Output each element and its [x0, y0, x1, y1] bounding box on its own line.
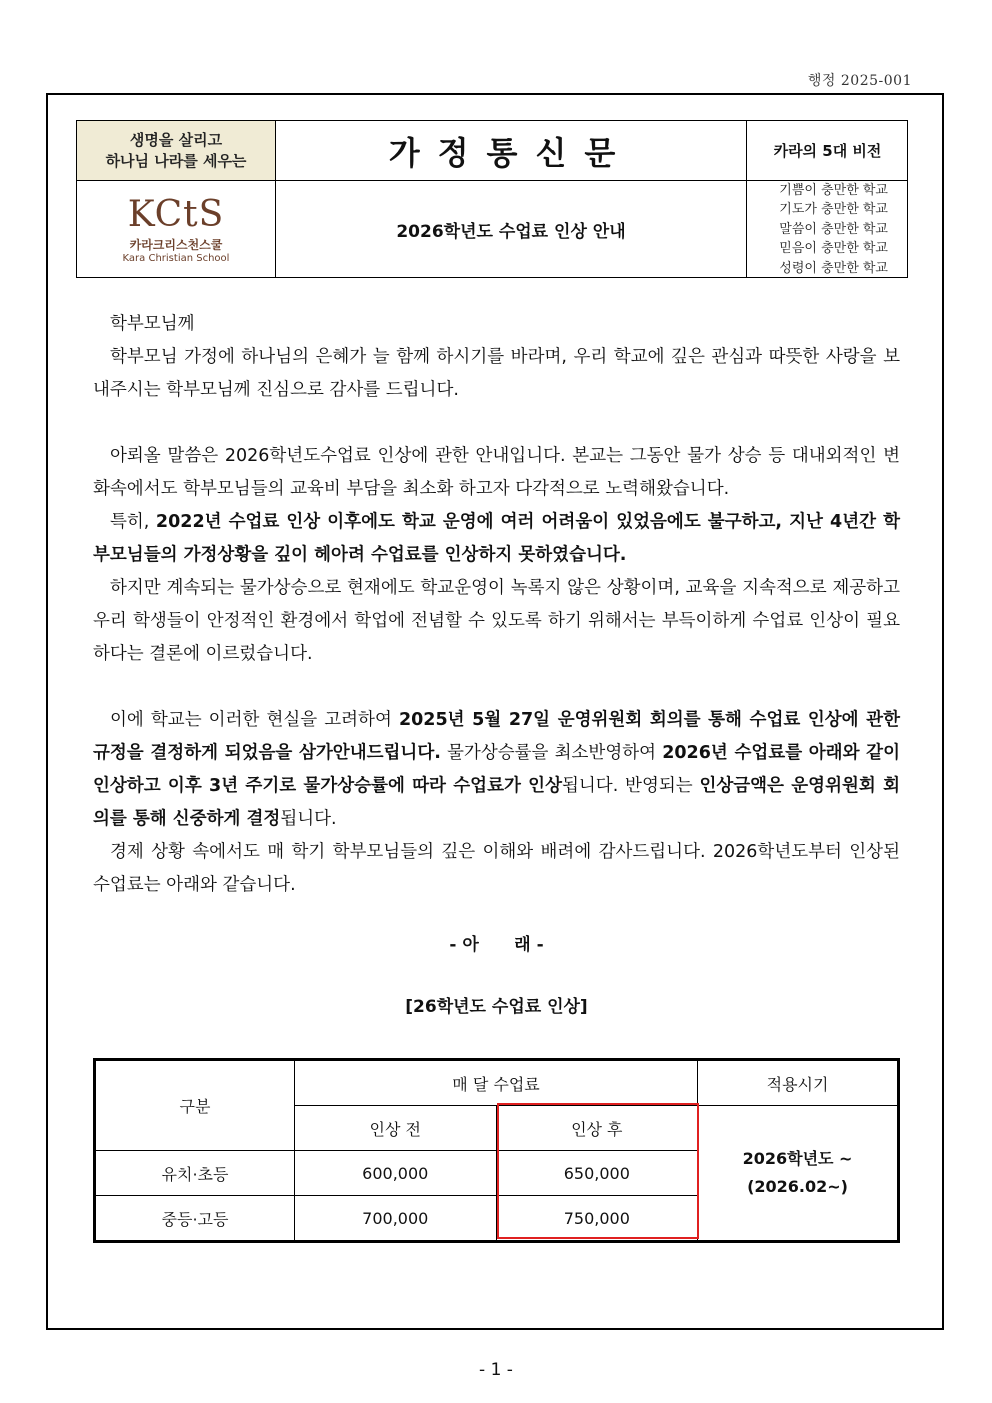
salutation: 학부모님께	[110, 314, 195, 334]
document-number: 행정 2025-001	[807, 73, 912, 89]
header-monthly-fee: 매 달 수업료	[295, 1060, 698, 1106]
school-motto	[77, 121, 276, 181]
bold-text: 2025년 5월 27일 운영위원회 회의를 통해 수업료 인상에 관한 규정을 결정하게 되었음을 삼가안내드립니다.	[93, 710, 900, 763]
row-label: 중등·고등	[95, 1196, 295, 1242]
paragraph-closing: 경제 상황 속에서도 매 학기 학부모님들의 깊은 이해와 배려에 감사드립니다. 2026학년도부터 인상된 수업료는 아래와 같습니다.	[93, 842, 900, 895]
paragraph-greeting: 학부모님 가정에 하나님의 은혜가 늘 함께 하시기를 바라며, 우리 학교에 깊은 관심과 따뜻한 사랑을 보내주시는 학부모님께 진심으로 감사를 드립니다.	[93, 347, 900, 400]
vision-item: 기쁨이 충만한 학교	[779, 182, 888, 198]
newsletter-title: 가정통신문	[276, 121, 746, 181]
text-span: 됩니다. 반영되는	[562, 776, 700, 796]
motto-line-2: 하나님 나라를 세우는	[105, 151, 247, 170]
header-category: 구분	[95, 1060, 295, 1151]
note-heading: - 아 래 -	[449, 935, 544, 955]
tuition-table	[93, 1058, 900, 1243]
paragraph-history	[93, 506, 900, 572]
logo-mark: KCtS	[127, 193, 225, 235]
period-line-1: 2026학년도 ~	[742, 1149, 853, 1168]
vision-item: 말씀이 충만한 학교	[779, 221, 888, 237]
letter-body	[93, 308, 900, 902]
text-span: 됩니다.	[280, 809, 337, 829]
vision-item: 기도가 충만한 학교	[779, 202, 888, 218]
paragraph-decision	[93, 704, 900, 836]
paragraph-intro: 아뢰올 말씀은 2026학년도수업료 인상에 관한 안내입니다. 본교는 그동안 물가 상승 등 대내외적인 변화속에서도 학부모님들의 교육비 부담을 최소화 하고자 다각적으로 노력해왔습니다.	[93, 446, 900, 499]
paragraph-reason: 하지만 계속되는 물가상승으로 현재에도 학교운영이 녹록지 않은 상황이며, 교육을 지속적으로 제공하고 우리 학생들이 안정적인 환경에서 학업에 전념할 수 있도록 하기 위해서는 부득이하게 수업료 인상이 필요하다는 결론에 이르렀습니다.	[93, 578, 900, 664]
vision-item: 성령이 충만한 학교	[779, 260, 888, 276]
row-before: 700,000	[295, 1196, 497, 1242]
period-line-2: (2026.02~)	[747, 1177, 848, 1196]
text-span: 특히,	[110, 512, 156, 532]
page-number: - 1 -	[479, 1360, 513, 1380]
school-logo	[77, 181, 276, 278]
text-span: 물가상승률을 최소반영하여	[440, 743, 663, 763]
header-before: 인상 전	[295, 1106, 497, 1151]
newsletter-header	[76, 120, 908, 278]
vision-item: 믿음이 충만한 학교	[779, 241, 888, 257]
table-title: [26학년도 수업료 인상]	[405, 997, 588, 1017]
period-value	[698, 1106, 899, 1242]
logo-english-name: Kara Christian School	[122, 252, 230, 264]
row-after: 750,000	[496, 1196, 698, 1242]
header-after: 인상 후	[496, 1106, 698, 1151]
row-after: 650,000	[496, 1151, 698, 1196]
text-span: 이에 학교는 이러한 현실을 고려하여	[110, 710, 399, 730]
bold-text: 2022년 수업료 인상 이후에도 학교 운영에 여러 어려움이 있었음에도 불구하고, 지난 4년간 학부모님들의 가정상황을 깊이 헤아려 수업료를 인상하지 못하였습니다.	[93, 512, 900, 565]
row-label: 유치·초등	[95, 1151, 295, 1196]
logo-korean-name: 카라크리스천스쿨	[129, 237, 223, 252]
row-before: 600,000	[295, 1151, 497, 1196]
newsletter-subtitle: 2026학년도 수업료 인상 안내	[396, 222, 626, 242]
vision-title: 카라의 5대 비전	[746, 121, 908, 181]
header-period: 적용시기	[698, 1060, 899, 1106]
motto-line-1: 생명을 살리고	[129, 130, 223, 149]
bold-text: 인상금액은 운영위원회 회의를 통해 신중하게 결정	[93, 776, 900, 829]
vision-list	[746, 181, 908, 278]
bold-text: 2026년 수업료를 아래와 같이 인상하고 이후 3년 주기로 물가상승률에 따라 수업료가 인상	[93, 743, 900, 796]
